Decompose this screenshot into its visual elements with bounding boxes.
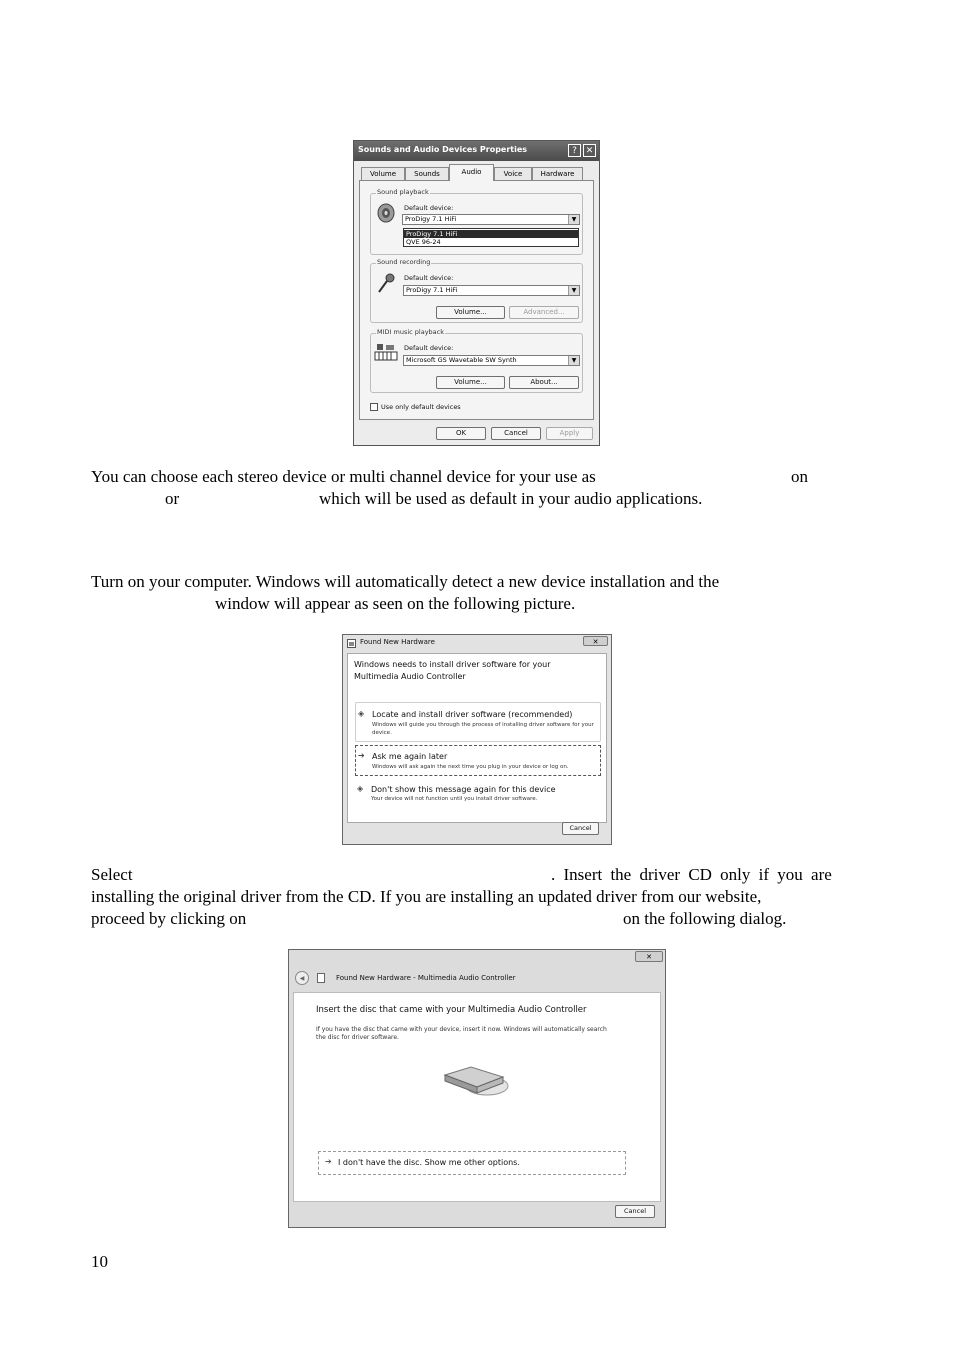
dialog-content — [293, 992, 661, 1202]
paragraph-text: Turn on your computer. Windows will automatically detect a new device installation and the — [91, 572, 720, 591]
shield-icon: ◈ — [358, 709, 365, 718]
paragraph-text: which will be used as default in your audio applications. — [319, 489, 703, 508]
cancel-button[interactable]: Cancel — [615, 1205, 655, 1218]
page-number: 10 — [91, 1252, 108, 1271]
cancel-button[interactable]: Cancel — [562, 822, 599, 835]
dialog-title: Sounds and Audio Devices Properties — [358, 145, 528, 154]
option-description: Windows will guide you through the process of installing driver software for your device. — [372, 722, 594, 736]
shield-icon: ◈ — [357, 784, 364, 793]
paragraph-text: or — [165, 489, 180, 508]
paragraph-text: Select — [91, 865, 133, 884]
hardware-icon — [317, 973, 325, 983]
tab-volume[interactable]: Volume — [361, 167, 405, 180]
selected-value: ProDigy 7.1 HiFi — [405, 215, 457, 223]
tab-sounds[interactable]: Sounds — [405, 167, 449, 180]
tab-hardware[interactable]: Hardware — [532, 167, 583, 180]
close-icon[interactable]: ✕ — [635, 951, 663, 962]
group-label: Sound playback — [377, 188, 429, 196]
speaker-icon — [376, 202, 398, 224]
dialog-title: Found New Hardware — [360, 638, 435, 646]
dropdown-option[interactable]: ProDigy 7.1 HiFi — [404, 230, 578, 238]
close-icon[interactable]: ✕ — [583, 144, 596, 157]
no-disc-option[interactable] — [318, 1151, 626, 1175]
back-arrow-icon[interactable]: ◀ — [295, 971, 309, 985]
dont-show-again-option[interactable] — [355, 780, 601, 808]
midi-keyboard-icon — [374, 342, 398, 364]
paragraph-text: . Insert the driver CD only if you are — [551, 865, 832, 884]
help-icon[interactable]: ? — [568, 144, 581, 157]
dialog-content — [347, 653, 607, 823]
selected-value: ProDigy 7.1 HiFi — [406, 286, 458, 294]
paragraph-text: window will appear as seen on the following picture. — [215, 594, 576, 613]
dropdown-option[interactable]: QVE 96-24 — [406, 238, 441, 246]
option-title: Don't show this message again for this device — [371, 785, 556, 794]
default-device-label: Default device: — [404, 344, 454, 352]
paragraph-text: installing the original driver from the CD. If you are installing an updated driver from our website, — [91, 887, 762, 906]
microphone-icon — [375, 272, 397, 294]
arrow-right-icon: ➔ — [358, 751, 365, 760]
recording-device-select[interactable] — [403, 285, 580, 296]
advanced-button[interactable]: Advanced... — [509, 306, 579, 319]
dialog-title: Found New Hardware - Multimedia Audio Controller — [336, 974, 516, 982]
disc-drive-icon — [441, 1063, 513, 1103]
cancel-button[interactable]: Cancel — [491, 427, 541, 440]
apply-button[interactable]: Apply — [546, 427, 593, 440]
found-new-hardware-dialog — [342, 634, 612, 845]
arrow-right-icon: ➔ — [325, 1157, 332, 1166]
selected-value: Microsoft GS Wavetable SW Synth — [406, 356, 517, 364]
recording-volume-button[interactable]: Volume... — [436, 306, 505, 319]
checkbox-label: Use only default devices — [381, 403, 461, 411]
chevron-down-icon: ▼ — [568, 286, 579, 295]
sounds-audio-properties-dialog — [353, 140, 600, 446]
midi-volume-button[interactable]: Volume... — [436, 376, 505, 389]
midi-playback-group — [370, 328, 583, 393]
paragraph-text: on the following dialog. — [623, 909, 787, 928]
sound-recording-group — [370, 258, 583, 323]
hardware-icon — [347, 639, 356, 648]
playback-device-dropdown — [403, 228, 579, 247]
tab-audio[interactable]: Audio — [449, 164, 494, 181]
option-title: Locate and install driver software (recommended) — [372, 710, 573, 719]
description: If you have the disc that came with your device, insert it now. Windows will automatically search the disc for driver software. — [316, 1026, 607, 1041]
use-default-devices-checkbox[interactable] — [370, 403, 378, 411]
group-label: MIDI music playback — [377, 328, 445, 336]
close-icon[interactable]: ✕ — [583, 636, 608, 646]
default-device-label: Default device: — [404, 204, 454, 212]
tab-voice[interactable]: Voice — [494, 167, 532, 180]
heading: Insert the disc that came with your Multimedia Audio Controller — [316, 1005, 587, 1015]
title-bar — [354, 141, 599, 161]
about-button[interactable]: About... — [509, 376, 579, 389]
ask-again-later-option[interactable] — [355, 745, 601, 776]
locate-install-option[interactable] — [355, 702, 601, 742]
group-label: Sound recording — [377, 258, 431, 266]
paragraph-text: proceed by clicking on — [91, 909, 247, 928]
chevron-down-icon: ▼ — [568, 356, 579, 365]
option-label: I don't have the disc. Show me other options. — [338, 1158, 520, 1167]
chevron-down-icon: ▼ — [568, 215, 579, 224]
option-description: Your device will not function until you install driver software. — [371, 796, 538, 802]
insert-disc-dialog — [288, 949, 666, 1228]
paragraph-text: on — [791, 467, 808, 486]
midi-device-select[interactable] — [403, 355, 580, 366]
heading-line-1: Windows needs to install driver software for your — [354, 660, 551, 669]
playback-device-select[interactable] — [402, 214, 580, 225]
heading-line-2: Multimedia Audio Controller — [354, 672, 466, 681]
ok-button[interactable]: OK — [436, 427, 486, 440]
paragraph-text: You can choose each stereo device or multi channel device for your use as — [91, 467, 596, 486]
option-title: Ask me again later — [372, 752, 448, 761]
default-device-label: Default device: — [404, 274, 454, 282]
option-description: Windows will ask again the next time you plug in your device or log on. — [372, 764, 569, 770]
